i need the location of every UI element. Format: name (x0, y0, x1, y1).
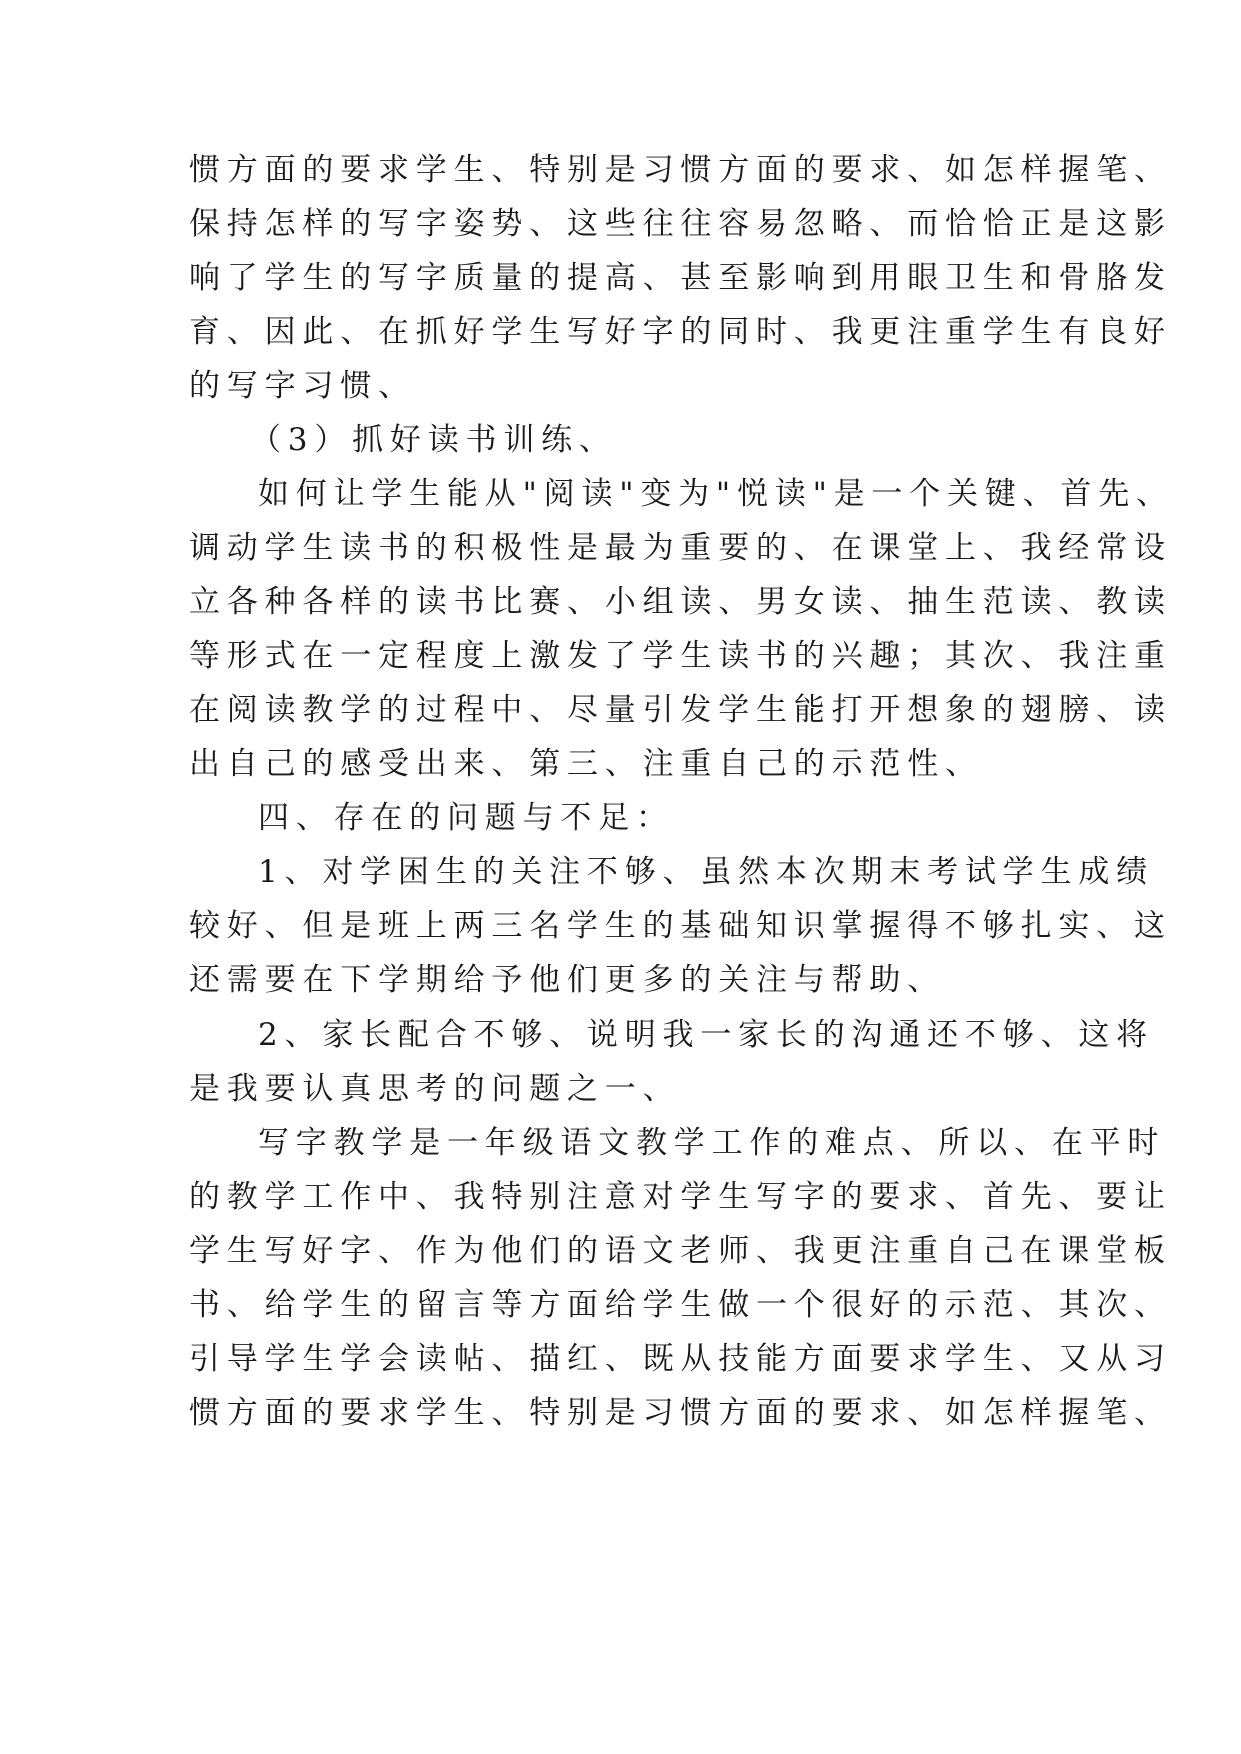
section-heading: 四、存在的问题与不足： (258, 800, 674, 836)
text-line: 书、给学生的留言等方面给学生做一个很好的示范、其次、 (189, 1287, 1172, 1323)
text-line: 出自己的感受出来、第三、注重自己的示范性、 (189, 746, 983, 782)
text-line: 在阅读教学的过程中、尽量引发学生能打开想象的翅膀、读 (189, 692, 1172, 728)
text-line: 立各种各样的读书比赛、小组读、男女读、抽生范读、教读 (189, 584, 1172, 620)
text-line: 惯方面的要求学生、特别是习惯方面的要求、如怎样握笔、 (189, 1395, 1172, 1431)
paragraph-start: 2、家长配合不够、说明我一家长的沟通还不够、这将 (258, 1017, 1154, 1053)
text-line: 的教学工作中、我特别注意对学生写字的要求、首先、要让 (189, 1179, 1172, 1215)
paragraph-start: 如何让学生能从"阅读"变为"悦读"是一个关键、首先、 (258, 476, 1174, 512)
text-line: 育、因此、在抓好学生写好字的同时、我更注重学生有良好 (189, 314, 1172, 350)
text-line: 还需要在下学期给予他们更多的关注与帮助、 (189, 962, 945, 998)
text-line: 的写字习惯、 (189, 368, 416, 404)
text-line: 等形式在一定程度上激发了学生读书的兴趣；其次、我注重 (189, 638, 1172, 674)
text-line: 保持怎样的写字姿势、这些往往容易忽略、而恰恰正是这影 (189, 206, 1172, 242)
text-line: 引导学生学会读帖、描红、既从技能方面要求学生、又从习 (189, 1341, 1172, 1377)
text-line: 响了学生的写字质量的提高、甚至影响到用眼卫生和骨胳发 (189, 260, 1172, 296)
section-heading: （3）抓好读书训练、 (250, 422, 617, 458)
text-line: 较好、但是班上两三名学生的基础知识掌握得不够扎实、这 (189, 908, 1172, 944)
paragraph-start: 写字教学是一年级语文教学工作的难点、所以、在平时 (258, 1125, 1166, 1161)
text-line: 调动学生读书的积极性是最为重要的、在课堂上、我经常设 (189, 530, 1172, 566)
text-line: 是我要认真思考的问题之一、 (189, 1071, 681, 1107)
paragraph-start: 1、对学困生的关注不够、虽然本次期末考试学生成绩 (258, 854, 1154, 890)
text-line: 惯方面的要求学生、特别是习惯方面的要求、如怎样握笔、 (189, 152, 1172, 188)
text-line: 学生写好字、作为他们的语文老师、我更注重自己在课堂板 (189, 1233, 1172, 1269)
